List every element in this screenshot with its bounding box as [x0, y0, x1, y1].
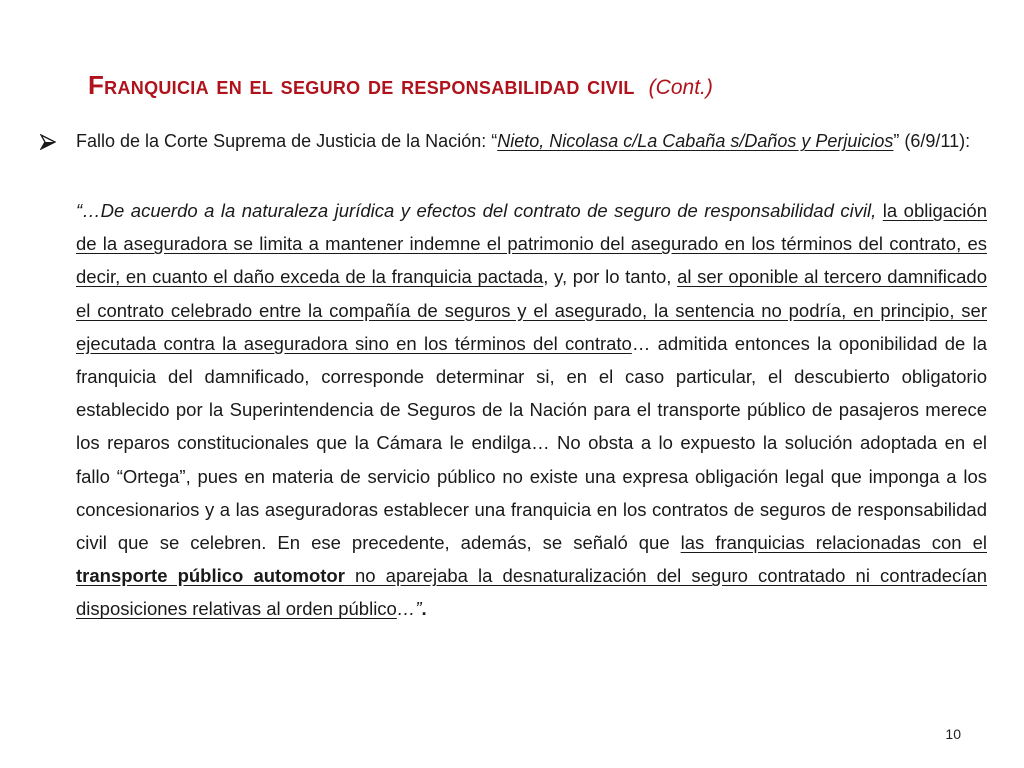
- arrow-bullet-icon: [40, 130, 76, 155]
- quote-underlined-3c: no aparejaba la desnaturalización del seguro contratado ni contradecían disposiciones relativas al orden público: [76, 565, 988, 620]
- bullet-item: [40, 130, 995, 155]
- quote-period: .: [421, 598, 427, 620]
- slide-title-cont: (Cont.): [648, 76, 713, 99]
- bullet-text-part1: Fallo de la Corte Suprema de Justicia de la Nación: “: [76, 131, 498, 151]
- slide-title: [88, 70, 988, 101]
- case-name: Nieto, Nicolasa c/La Cabaña s/Daños y Perjuicios: [497, 131, 894, 151]
- bullet-text-part2: ” (6/9/11):: [893, 131, 971, 151]
- quote-closing: …”: [396, 598, 422, 620]
- quote-paragraph: [76, 194, 987, 626]
- bullet-text: [76, 130, 970, 153]
- quote-underlined-2: al ser oponible al tercero damnificado el contrato celebrado entre la compañía de seguros y el asegurado, la sentencia no podría, en principio, ser ejecutada contra la aseguradora sino en los términos del contrato: [76, 266, 988, 354]
- quote-underlined-1: la obligación de la aseguradora se limita a mantener indemne el patrimonio del asegurado en los términos del contrato, es decir, en cuanto el daño exceda de la franquicia pactada: [76, 200, 987, 288]
- quote-part3: … admitida entonces la oponibilidad de la franquicia del damnificado, corresponde determinar si, en el caso particular, el descubierto obligatorio establecido por la Superintendencia de Seguros de la Nación para el transporte público de pasajeros merece los reparos constitucionales que la Cámara le endilga… No obsta a lo expuesto la solución adoptada en el fallo “Ortega”, pues en materia de servicio público no existe una expresa obligación legal que imponga a los concesionarios y a las aseguradoras establecer una franquicia en los contratos de seguros de responsabilidad civil que se celebren. En ese precedente, además, se señaló que: [76, 332, 987, 554]
- quote-part1: “…De acuerdo a la naturaleza jurídica y efectos del contrato de seguro de responsabilidad civil,: [76, 200, 883, 221]
- quote-part2: , y, por lo tanto,: [543, 266, 678, 288]
- quote-underlined-3a: las franquicias relacionadas con el: [680, 532, 987, 554]
- page-number: 10: [945, 726, 961, 742]
- slide-title-main: Franquicia en el seguro de responsabilidad civil: [88, 70, 635, 100]
- quote-underlined-3b: transporte público automotor: [76, 565, 345, 587]
